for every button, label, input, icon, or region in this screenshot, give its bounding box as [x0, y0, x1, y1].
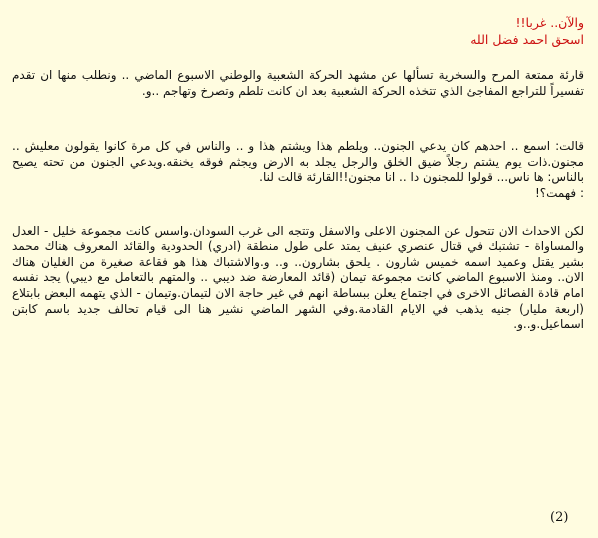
- article-author: اسحق احمد فضل الله: [470, 32, 584, 47]
- article-header: [12, 14, 584, 48]
- page-number: (2): [550, 510, 569, 525]
- paragraph-question: : فهمت؟!: [534, 185, 584, 200]
- paragraph-west-events: لكن الاحداث الان تتحول عن المجنون الاعلى والاسفل وتتجه الى غرب السودان.واسس كانت مجموعة خليل - العدل والمساواة - تشتبك في قتال عنصري عنيف يمتد على طول منطقة (ادري) الحدودية والقائد المعروف هناك محمد بشير يقتل وعميد اسمه خميس شارون . يلحق بشارون.. و.. و.والاشتباك هذا هو فقاعة صغيرة من الغليان هناك الان.. ومنذ الاسبوع الماضي كانت مجموعة تيمان (قائد المعارضة ضد ديبي .. والمتهم بالتعامل مع ديبي) يجد نفسه امام قادة الفصائل الاخرى في اجتماع يعلن ببساطة انهم في غير حاجة الان لتيمان.وتيمان - الذي يتهمه البعض بابتلاع (اربعة مليار) جنيه يذهب في الايام القادمة.وفي الشهر الماضي نشير هنا الى قيام تحالف جديد باسم كابتن اسماعيل.و..و.: [12, 223, 584, 332]
- article-title: والآن.. غربا!!: [515, 15, 584, 30]
- paragraph-story: قالت: اسمع .. احدهم كان يدعي الجنون.. ويلطم هذا ويشتم هذا و .. والناس في كل مرة كانوا يقولون معليش .. مجنون.ذات يوم يشتم رجلاً ضيق الخلق والرجل يجلد به الارض ويجثم فوقه يخنقه.ويدعي الجنون من تحته يصيح بالناس: ها ناس... قولوا للمجنون دا .. انا مجنون!!القارئة قالت لنا.: [12, 139, 584, 185]
- paragraph-intro: قارئة ممتعة المرح والسخرية تسألها عن مشهد الحركة الشعبية والوطني الاسبوع الماضي .. ونطلب منها ان تقدم تفسيراً للتراجع المفاجئ الذي تتخذه الحركة الشعبية بعد ان كانت تلطم وتصرخ وتهاجم ..و.: [12, 68, 584, 98]
